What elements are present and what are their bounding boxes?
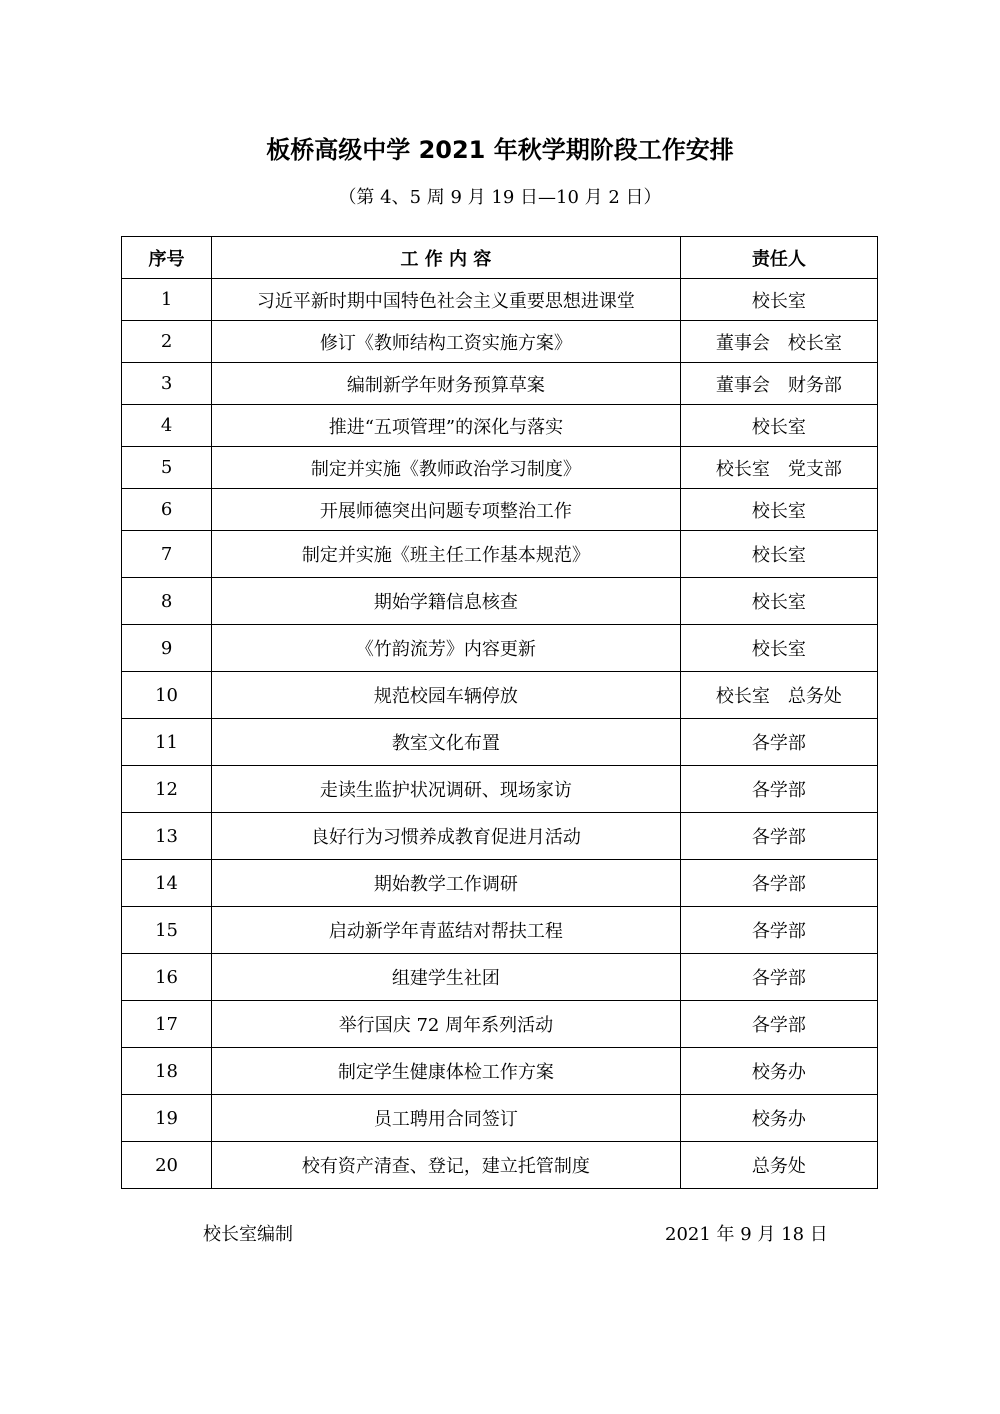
row-content: 规范校园车辆停放 [212, 672, 681, 719]
table-row [122, 279, 878, 321]
table-row [122, 531, 878, 578]
row-content: 员工聘用合同签订 [212, 1095, 681, 1142]
header-number: 序号 [122, 237, 212, 279]
row-content: 走读生监护状况调研、现场家访 [212, 766, 681, 813]
row-content: 习近平新时期中国特色社会主义重要思想进课堂 [212, 279, 681, 321]
table-row [122, 447, 878, 489]
table-row [122, 405, 878, 447]
table-row [122, 954, 878, 1001]
row-content: 开展师德突出问题专项整治工作 [212, 489, 681, 531]
row-owner: 各学部 [680, 813, 877, 860]
footer-author: 校长室编制 [203, 1224, 293, 1245]
row-content: 制定学生健康体检工作方案 [212, 1048, 681, 1095]
table-header-row [122, 237, 878, 279]
row-owner: 各学部 [680, 860, 877, 907]
task-table [121, 236, 878, 1189]
row-owner: 校务办 [680, 1095, 877, 1142]
row-number: 7 [122, 531, 212, 578]
row-owner: 校长室 [680, 279, 877, 321]
row-content: 制定并实施《教师政治学习制度》 [212, 447, 681, 489]
row-number: 16 [122, 954, 212, 1001]
table-row [122, 860, 878, 907]
row-owner: 董事会 校长室 [680, 321, 877, 363]
row-content: 组建学生社团 [212, 954, 681, 1001]
table-row [122, 672, 878, 719]
row-number: 6 [122, 489, 212, 531]
row-number: 17 [122, 1001, 212, 1048]
row-number: 4 [122, 405, 212, 447]
table-row [122, 489, 878, 531]
row-number: 11 [122, 719, 212, 766]
row-number: 5 [122, 447, 212, 489]
row-content: 良好行为习惯养成教育促进月活动 [212, 813, 681, 860]
row-owner: 校务办 [680, 1048, 877, 1095]
row-owner: 校长室 [680, 405, 877, 447]
row-owner: 各学部 [680, 766, 877, 813]
table-row [122, 321, 878, 363]
row-number: 14 [122, 860, 212, 907]
row-content: 校有资产清查、登记，建立托管制度 [212, 1142, 681, 1189]
row-content: 《竹韵流芳》内容更新 [212, 625, 681, 672]
row-number: 19 [122, 1095, 212, 1142]
table-row [122, 363, 878, 405]
table-row [122, 625, 878, 672]
row-owner: 校长室 党支部 [680, 447, 877, 489]
row-owner: 各学部 [680, 907, 877, 954]
row-content: 教室文化布置 [212, 719, 681, 766]
page-subtitle: （第 4、5 周 9 月 19 日—10 月 2 日） [338, 187, 662, 208]
row-owner: 董事会 财务部 [680, 363, 877, 405]
row-number: 2 [122, 321, 212, 363]
row-content: 期始学籍信息核查 [212, 578, 681, 625]
table-row [122, 1048, 878, 1095]
row-content: 修订《教师结构工资实施方案》 [212, 321, 681, 363]
row-owner: 各学部 [680, 1001, 877, 1048]
table-row [122, 1142, 878, 1189]
row-number: 10 [122, 672, 212, 719]
row-content: 期始教学工作调研 [212, 860, 681, 907]
table-row [122, 578, 878, 625]
row-number: 20 [122, 1142, 212, 1189]
table-row [122, 766, 878, 813]
row-number: 3 [122, 363, 212, 405]
row-owner: 校长室 总务处 [680, 672, 877, 719]
row-number: 15 [122, 907, 212, 954]
header-content: 工 作 内 容 [212, 237, 681, 279]
row-content: 制定并实施《班主任工作基本规范》 [212, 531, 681, 578]
table-row [122, 1001, 878, 1048]
table-row [122, 1095, 878, 1142]
row-owner: 校长室 [680, 625, 877, 672]
table-row [122, 907, 878, 954]
row-owner: 校长室 [680, 489, 877, 531]
row-owner: 校长室 [680, 578, 877, 625]
row-number: 8 [122, 578, 212, 625]
table-row [122, 813, 878, 860]
row-number: 18 [122, 1048, 212, 1095]
row-content: 推进“五项管理”的深化与落实 [212, 405, 681, 447]
row-owner: 各学部 [680, 719, 877, 766]
row-number: 12 [122, 766, 212, 813]
row-content: 举行国庆 72 周年系列活动 [212, 1001, 681, 1048]
footer-date: 2021 年 9 月 18 日 [665, 1224, 828, 1245]
row-number: 13 [122, 813, 212, 860]
row-content: 启动新学年青蓝结对帮扶工程 [212, 907, 681, 954]
row-content: 编制新学年财务预算草案 [212, 363, 681, 405]
row-number: 1 [122, 279, 212, 321]
header-owner: 责任人 [680, 237, 877, 279]
row-owner: 各学部 [680, 954, 877, 1001]
page-title: 板桥高级中学 2021 年秋学期阶段工作安排 [266, 136, 734, 164]
row-owner: 校长室 [680, 531, 877, 578]
row-number: 9 [122, 625, 212, 672]
table-row [122, 719, 878, 766]
row-owner: 总务处 [680, 1142, 877, 1189]
